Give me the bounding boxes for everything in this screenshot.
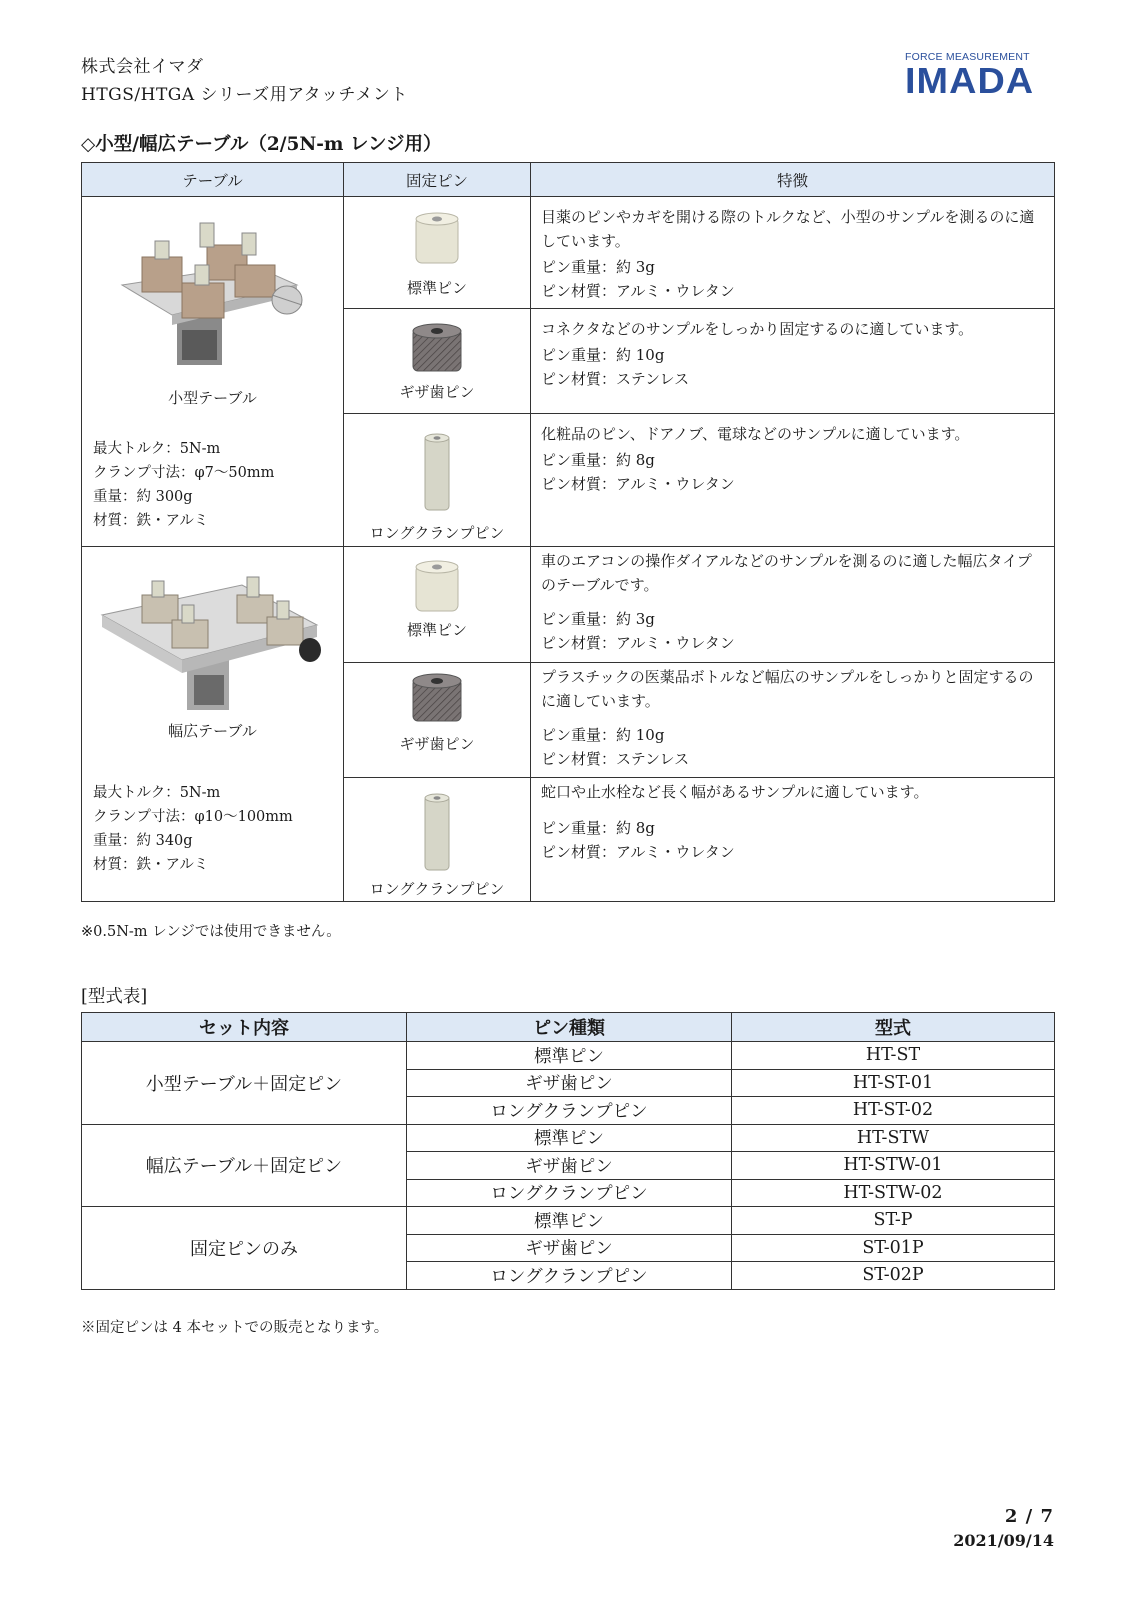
- feature-cell: [531, 309, 1055, 414]
- pin-weight: ピン重量：約 8g: [541, 819, 655, 837]
- feature-cell: [531, 778, 1055, 902]
- pin-cell: [344, 547, 531, 663]
- spec-line: 重量：約 340g: [93, 833, 193, 849]
- model-table-header: [82, 1013, 1055, 1042]
- sales-note: ※固定ピンは 4 本セットでの販売となります。: [81, 1320, 389, 1336]
- set-content: 幅広テーブル＋固定ピン: [82, 1124, 407, 1207]
- imada-logo: [905, 51, 1050, 101]
- model-table: [81, 1012, 1055, 1290]
- model-code: HT-ST: [732, 1042, 1055, 1070]
- model-code: HT-STW-01: [732, 1152, 1055, 1180]
- table-row: [82, 1207, 1055, 1235]
- logo-wordmark: IMADA: [905, 60, 1035, 101]
- feature-cell: [531, 663, 1055, 778]
- small-table-specs: [93, 437, 274, 533]
- table-row: [82, 1124, 1055, 1152]
- set-content: 固定ピンのみ: [82, 1207, 407, 1290]
- wide-table-label: 幅広テーブル: [168, 722, 257, 740]
- pin-type: ギザ歯ピン: [407, 1069, 732, 1097]
- model-code: HT-STW: [732, 1124, 1055, 1152]
- pin-weight: ピン重量：約 3g: [541, 258, 655, 276]
- table-row: [82, 547, 1055, 663]
- spec-line: 最大トルク：5N-m: [93, 441, 221, 457]
- pin-cell: [344, 414, 531, 547]
- pin-label: ギザ歯ピン: [399, 735, 475, 753]
- model-code: HT-STW-02: [732, 1179, 1055, 1207]
- spec-line: クランプ寸法：φ10～100mm: [93, 809, 293, 825]
- small-table-cell: [82, 197, 344, 547]
- feature-description: 化粧品のピン、ドアノブ、電球などのサンプルに適しています。: [541, 425, 970, 443]
- header-features: 特徴: [531, 163, 1055, 197]
- feature-cell: [531, 197, 1055, 309]
- long-clamp-pin-image: [344, 432, 530, 518]
- pin-material: ピン材質：アルミ・ウレタン: [541, 282, 735, 300]
- feature-cell: [531, 414, 1055, 547]
- spec-line: クランプ寸法：φ7～50mm: [93, 465, 275, 481]
- logo-tagline: FORCE MEASUREMENT: [905, 51, 1030, 63]
- pin-type: ロングクランプピン: [407, 1262, 732, 1290]
- model-code: ST-01P: [732, 1234, 1055, 1262]
- pin-type: ロングクランプピン: [407, 1179, 732, 1207]
- page-date: 2021/09/14: [953, 1531, 1054, 1550]
- knurled-pin-image: [344, 671, 530, 731]
- pin-material: ピン材質：アルミ・ウレタン: [541, 475, 735, 493]
- section-title: ◇小型/幅広テーブル（2/5N-m レンジ用）: [81, 134, 442, 155]
- pin-material: ピン材質：ステンレス: [541, 750, 690, 768]
- wide-table-cell: [82, 547, 344, 902]
- pin-cell: [344, 197, 531, 309]
- pin-cell: [344, 778, 531, 902]
- pin-cell: [344, 309, 531, 414]
- model-table-title: [型式表]: [81, 987, 148, 1007]
- pin-material: ピン材質：アルミ・ウレタン: [541, 634, 735, 652]
- feature-description: プラスチックの医薬品ボトルなど幅広のサンプルをしっかりと固定するのに適しています。: [541, 668, 1034, 710]
- header-set: セット内容: [82, 1013, 407, 1042]
- standard-pin-image: [344, 211, 530, 271]
- pin-label: 標準ピン: [406, 621, 467, 639]
- small-table-image: [82, 205, 343, 377]
- feature-cell: [531, 547, 1055, 663]
- feature-description: 蛇口や止水栓など長く幅があるサンプルに適しています。: [541, 783, 929, 801]
- table-row: [82, 1042, 1055, 1070]
- pin-weight: ピン重量：約 10g: [541, 726, 665, 744]
- feature-description: 目薬のピンやカギを開ける際のトルクなど、小型のサンプルを測るのに適しています。: [541, 208, 1035, 250]
- model-code: HT-ST-01: [732, 1069, 1055, 1097]
- attachment-table-header: [82, 163, 1055, 197]
- table-row: [82, 197, 1055, 309]
- feature-description: 車のエアコンの操作ダイアルなどのサンプルを測るのに適した幅広タイプのテーブルです。: [541, 552, 1032, 594]
- pin-type: ギザ歯ピン: [407, 1152, 732, 1180]
- header-model: 型式: [732, 1013, 1055, 1042]
- pin-label: ロングクランプピン: [369, 524, 505, 542]
- pin-material: ピン材質：ステンレス: [541, 370, 690, 388]
- pin-weight: ピン重量：約 8g: [541, 451, 655, 469]
- pin-cell: [344, 663, 531, 778]
- long-clamp-pin-image: [344, 792, 530, 878]
- wide-table-image: [82, 555, 343, 720]
- model-code: HT-ST-02: [732, 1097, 1055, 1125]
- pin-type: 標準ピン: [407, 1124, 732, 1152]
- spec-line: 最大トルク：5N-m: [93, 785, 221, 801]
- pin-label: ロングクランプピン: [369, 880, 505, 898]
- pin-type: ロングクランプピン: [407, 1097, 732, 1125]
- model-code: ST-P: [732, 1207, 1055, 1235]
- pin-label: ギザ歯ピン: [399, 383, 475, 401]
- pin-type: ギザ歯ピン: [407, 1234, 732, 1262]
- pin-weight: ピン重量：約 3g: [541, 610, 655, 628]
- spec-line: 材質：鉄・アルミ: [93, 513, 209, 529]
- set-content: 小型テーブル＋固定ピン: [82, 1042, 407, 1125]
- spec-line: 材質：鉄・アルミ: [93, 857, 209, 873]
- range-note: ※0.5N-m レンジでは使用できません。: [81, 924, 341, 940]
- spec-line: 重量：約 300g: [93, 489, 193, 505]
- standard-pin-image: [344, 559, 530, 619]
- pin-material: ピン材質：アルミ・ウレタン: [541, 843, 735, 861]
- header-table: テーブル: [82, 163, 344, 197]
- pin-type: 標準ピン: [407, 1042, 732, 1070]
- pin-type: 標準ピン: [407, 1207, 732, 1235]
- company-name: 株式会社イマダ: [81, 57, 204, 77]
- pin-weight: ピン重量：約 10g: [541, 346, 665, 364]
- header-pin: 固定ピン: [344, 163, 531, 197]
- pin-label: 標準ピン: [406, 279, 467, 297]
- wide-table-specs: [93, 781, 293, 877]
- header-pin-type: ピン種類: [407, 1013, 732, 1042]
- knurled-pin-image: [344, 321, 530, 381]
- page-number: 2 / 7: [1004, 1506, 1054, 1527]
- attachment-table: [81, 162, 1055, 902]
- model-code: ST-02P: [732, 1262, 1055, 1290]
- document-subtitle: HTGS/HTGA シリーズ用アタッチメント: [81, 85, 408, 105]
- feature-description: コネクタなどのサンプルをしっかり固定するのに適しています。: [541, 320, 974, 338]
- small-table-label: 小型テーブル: [168, 389, 257, 407]
